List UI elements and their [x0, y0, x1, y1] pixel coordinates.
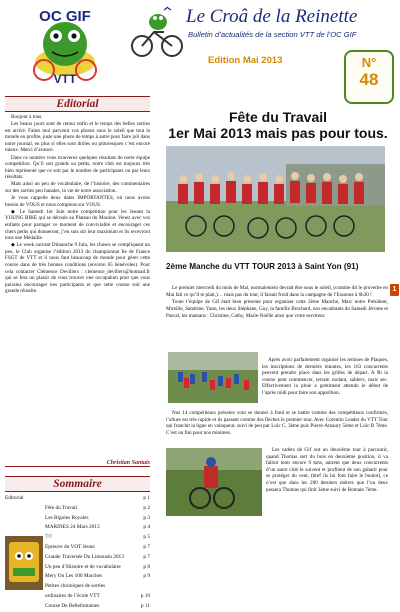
- team-group-photo: [166, 146, 385, 252]
- section-subheading: 2ème Manche du VTT TOUR 2013 à Saint Yon (91): [166, 262, 359, 271]
- newsletter-subtitle: Bulletin d’actualités de la section VTT de l’OC GIF: [188, 30, 357, 39]
- sommaire-heading: Sommaire: [5, 476, 150, 492]
- toc-item[interactable]: Mery Ou Les 100 Marches p 9: [45, 573, 150, 580]
- issue-number-label: N°: [361, 55, 377, 70]
- article-registration-paragraph: Après avoir parfaitement organisé les remises de Plaques, les inscriptions de dernière minutes, les 163 concurrents peuvent prendre place dans les grilles de départ. A 9h la course peut commencer, terrain roulant, sablerx, mais sec. Effectivement la pluie a gentiment attendu le début de l’après midi pour faire son apparition.: [262, 357, 388, 396]
- editorial-paragraph: Mais ainsi un peu de vocabulaire, de l’histoire, des commentaires sur des sorties peu banales, la vie de notre association.: [5, 181, 150, 195]
- editorial-paragraph: ◆ Le week suivant Dimanche 9 Juin, les choses se compliquent un peu, le Club organise l’édition 2013 du championnat Ile de France FSGT de VTT et il nous faut beaucoup de monde pour gérer cette course dans de très bonnes conditions (environ 65 bénévoles). Pour cela contacter Clémence Devillers : clemence_devillers@hotmail.fr qui se fera un plaisir de vous trouver une occupation pour que vous puissiez encourager nos participants et que cette course soit une grande réussite.: [5, 242, 150, 295]
- race-photo-cadet: [166, 448, 262, 516]
- toc-item[interactable]: Editorial p 1: [5, 495, 150, 501]
- newsletter-title: Le Croâ de la Reinette: [186, 6, 358, 27]
- article-intro: [166, 285, 388, 321]
- toc-item[interactable]: Epreuve du VOT Jeune p 7: [45, 543, 150, 550]
- article-race-paragraph: Nos 14 compétiteurs présents vont se donner à fond et se battre comme des compétiteurs confirmés, l’allure est très rapide et ils passent comme des flèches le premier tour. Avec Corentin Leader du VTT Tour qui franchit la ligne en vainqueur, suivi de peu par Loïc C, 3ème puis Pierre-Amaury 5ème et Loïc B 7ème. C’est un fini pour nos minimes.: [166, 410, 388, 436]
- logo-bottom-text: VTT: [53, 72, 77, 84]
- page-marker: 1: [390, 284, 399, 296]
- article-paragraph: Toute l’équipe de Gif était bien présente pour organiser cette 2ème Manche, Marc notre Président, Mireille, Sandrine, Yann, les deux Stéphane, Guy, la famille Brochard, nos encadrants du Samedi Jérome et Pascal, les mamans : Christine, Cathy, Marie-Noëlle ainsi que votre serviteur.: [166, 299, 388, 319]
- editorial-heading: Editorial: [5, 96, 150, 112]
- editorial-paragraph: Bonjour à tous.: [11, 114, 43, 120]
- editorial-paragraph: ◆ Le Samedi 1er Juin notre compétition pour les Jeunes la YOUNG BIKE qui se déroule au Plateau du Moulon. Venez avec vos enfants pour partager ce moment de convivialité et encourager ces chers petits qui donneront, j’en suis sûr leur maximum et ils recevront tous une Médaille.: [5, 208, 150, 242]
- race-photo-start: [168, 352, 258, 403]
- issue-number-box: [344, 50, 394, 104]
- editorial-body: [5, 114, 150, 296]
- club-logo: [6, 4, 124, 84]
- toc-item[interactable]: Les Rigoles Royales p 3: [45, 514, 150, 521]
- edition-label: Edition Mai 2013: [208, 55, 283, 66]
- toc-item[interactable]: Fête du Travail p 2: [45, 504, 150, 511]
- editorial-paragraph: Dans ce numéro vous trouverez quelques résultats de notre équipe compétition. Qu’il soit grands ou petits, notre club est toujours très bien représenté que ce soit par le nombre de participants ou par leurs résultats.: [5, 154, 150, 181]
- left-column: [5, 96, 150, 609]
- toc-item[interactable]: Un peu d’Histoire et de vocabulaire p 8: [45, 563, 150, 570]
- editorial-paragraph: Les beaux jours sont de retour enfin et le temps des belles sorties est arrivé. Faites moi parvenir vos photos sous le soleil que tout le monde en profite, juste une photo de temps à autre pour faire joli dans notre journal, en plus si elles sont drôles ou pittoresques c’est encore mieux. Merci d’avance.: [5, 121, 150, 154]
- toc-item[interactable]: Course De Bellefontaines p 11: [45, 602, 150, 609]
- article-subheadline: 1er Mai 2013 mais pas pour tous.: [168, 125, 388, 141]
- cyclist-frog-illustration: [128, 2, 186, 60]
- toc-item[interactable]: Grande Traversée Du Limousin 2013 p 7: [45, 553, 150, 560]
- logo-top-text: OC GIF: [39, 8, 91, 25]
- article-paragraph: Le premier mercredi du mois de Mai, normalement devrait être sous le soleil, (comme dit le proverbe en Mai fait ce qu’il te plait,)… mais pas du tout, il faisait froid dans la campagne de l’Essonne à 6h30 !: [166, 285, 388, 298]
- toc-item[interactable]: MARINES 24 Mars 2013 p 4: [45, 524, 150, 531]
- toc-item[interactable]: 7/7 p 5: [45, 534, 150, 541]
- issue-number-value: 48: [359, 70, 379, 89]
- editorial-signature: Christian Santais: [5, 460, 150, 467]
- article-cadet-paragraph: Les cadets de Gif ont un deuxième tour à parcourir, quand Thomas sort du bois en deuxième position, il va falloir tenir encore 9 kms, autrent que deux concurrents d’un autre club le suivent et profitent de son gabarit pour se protéger du vent, (bref ils lui font faire le boulot), ce n’est que dans les 200 derniers mètres que l’un deux passera Thomas qui finit 3ème suivi de Romain 7ème.: [266, 447, 388, 493]
- editorial-paragraph: Je vous rappelle deux dates IMPORTANTES, où nous avons besoin de VOUS et nous comptons sur VOUS.: [5, 195, 150, 208]
- toc-item[interactable]: ordinaires de l’école VTT p 10: [45, 592, 150, 599]
- toc-item[interactable]: Petites chroniques de sorties: [45, 583, 106, 590]
- article-headline: Fête du Travail: [228, 109, 328, 125]
- mascot-photo: [5, 536, 43, 590]
